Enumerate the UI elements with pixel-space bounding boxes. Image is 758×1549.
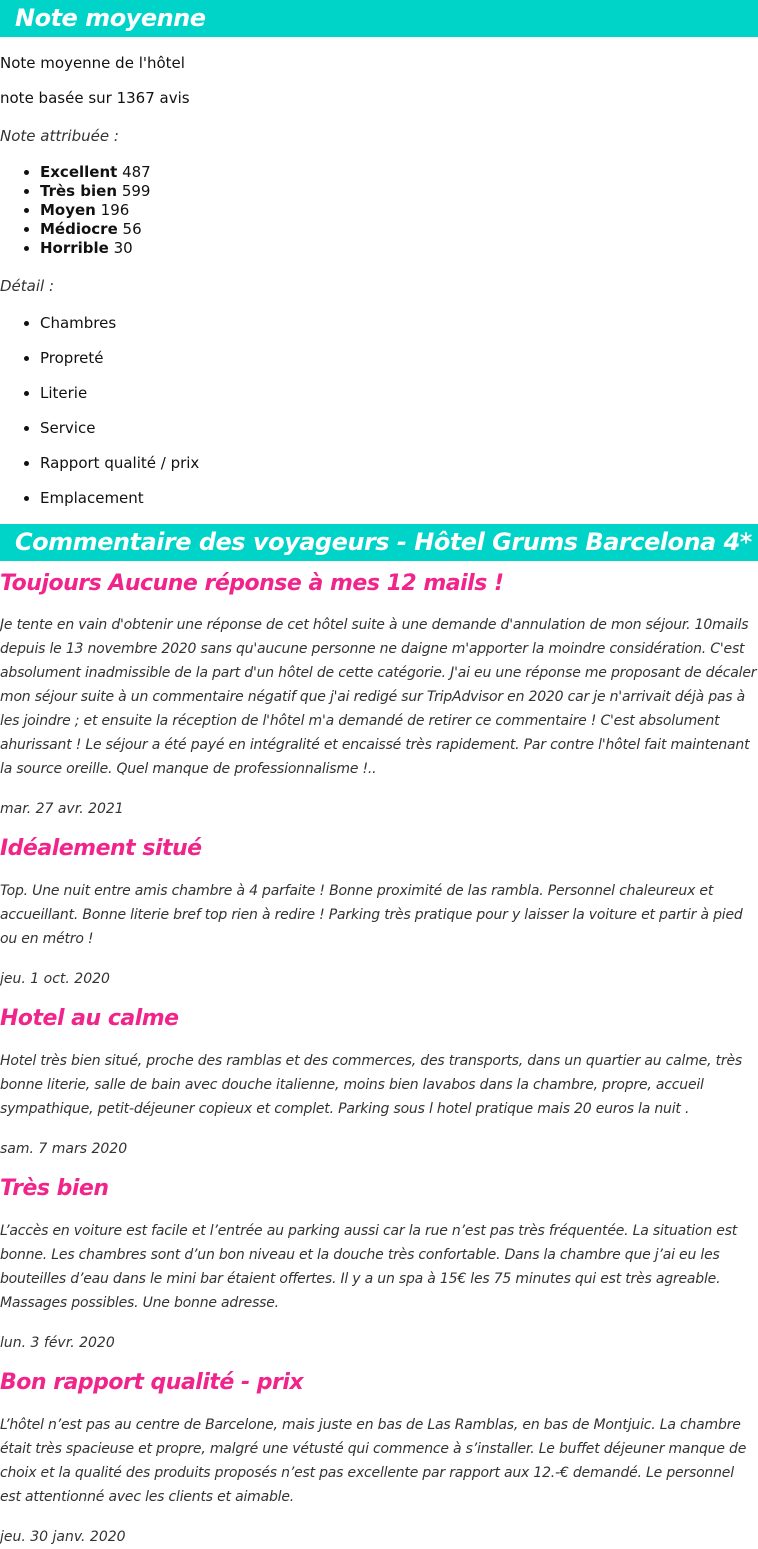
rating-item-tres-bien [40,182,758,201]
review-card [0,1174,758,1355]
detail-label: Détail : [0,277,55,295]
review-date: jeu. 1 oct. 2020 [0,971,110,987]
review-date: lun. 3 févr. 2020 [0,1335,115,1351]
detail-item-rapport-qualite-prix: • Rapport qualité / prix [40,453,758,473]
rating-label: Horrible [40,239,109,257]
rating-section-header: Note moyenne [0,0,758,37]
rating-label: Excellent [40,163,118,181]
rating-label: Très bien [40,182,118,200]
review-title: Hotel au calme [0,1006,179,1031]
rating-count: 196 [100,201,130,219]
rating-count: 487 [122,163,151,181]
review-body: L’accès en voiture est facile et l’entrée au parking aussi car la rue n’est pas très fréquentée. La situation est bonne. Les chambres sont d’un bon niveau et la douche très confortable. Dans la chambre que j’ai eu les bouteilles d’eau dans le mini bar étaient offertes. Il y a un spa à 15€ les 75 minutes qui est très agreable. Massages possibles. Une bonne adresse. [0,1223,738,1311]
review-title: Toujours Aucune réponse à mes 12 mails ! [0,571,504,596]
review-card [0,569,758,821]
rating-item-mediocre [40,220,758,239]
review-title: Idéalement situé [0,836,202,861]
average-rating-label: Note moyenne de l'hôtel [0,54,185,72]
review-body: Hotel très bien situé, proche des ramblas et des commerces, des transports, dans un quartier au calme, très bonne literie, salle de bain avec douche italienne, moins bien lavabos dans la chambre, propre, accueil sympathique, petit-déjeuner copieux et complet. Parking sous l hotel pratique mais 20 euros la nuit . [0,1053,742,1117]
rating-count: 599 [121,182,151,200]
reviews-section-header: Commentaire des voyageurs - Hôtel Grums Barcelona 4* [0,524,758,561]
review-body: Je tente en vain d'obtenir une réponse de cet hôtel suite à une demande d'annulation de mon séjour. 10mails depuis le 13 novembre 2020 sans qu'aucune personne ne daigne m'apporter la moindre considération. C'est absolument inadmissible de la part d'un hôtel de cette catégorie. J'ai eu une réponse me proposant de décaler mon séjour suite à un commentaire négatif que j'ai redigé sur TripAdvisor en 2020 car je n'arrivait déjà pas à les joindre ; et ensuite la réception de l'hôtel m'a demandé de retirer ce commentaire ! C'est absolument ahurissant ! Le séjour a été payé en intégralité et encaissé très rapidement. Par contre l'hôtel fait maintenant la source oreille. Quel manque de professionnalisme !.. [0,617,757,777]
rating-count: 56 [122,220,142,238]
detail-item-proprete: • Propreté [40,348,758,368]
review-title: Bon rapport qualité - prix [0,1370,304,1395]
rating-label: Médiocre [40,220,118,238]
detail-item-chambres: • Chambres [40,313,758,333]
review-date: jeu. 30 janv. 2020 [0,1529,126,1545]
detail-item-emplacement: • Emplacement [40,488,758,508]
reviews-section [0,524,758,1549]
attributed-rating-label: Note attribuée : [0,127,119,145]
rating-detail-list [0,313,758,508]
review-body: L’hôtel n’est pas au centre de Barcelone, mais juste en bas de Las Ramblas, en bas de Montjuic. La chambre était très spacieuse et propre, malgré une vétusté qui commence à s’installer. Le buffet déjeuner manque de choix et la qualité des produits proposés n’est pas excellente par rapport aux 12.-€ demandé. Le personnel est attentionné avec les clients et aimable. [0,1417,747,1505]
review-title: Très bien [0,1176,109,1201]
rating-count: 30 [113,239,133,257]
review-date: mar. 27 avr. 2021 [0,801,124,817]
review-card [0,834,758,991]
detail-item-literie: • Literie [40,383,758,403]
review-body: Top. Une nuit entre amis chambre à 4 parfaite ! Bonne proximité de las rambla. Personnel chaleureux et accueillant. Bonne literie bref top rien à redire ! Parking très pratique pour y laisser la voiture et partir à pied ou en métro ! [0,883,743,947]
review-date: sam. 7 mars 2020 [0,1141,128,1157]
rating-item-moyen [40,201,758,220]
rating-section [0,0,758,508]
review-card [0,1004,758,1161]
rating-label: Moyen [40,201,96,219]
rating-item-horrible [40,239,758,258]
review-count-text: note basée sur 1367 avis [0,89,190,107]
review-card [0,1368,758,1549]
rating-item-excellent [40,163,758,182]
detail-item-service: • Service [40,418,758,438]
rating-breakdown-list [0,163,758,258]
